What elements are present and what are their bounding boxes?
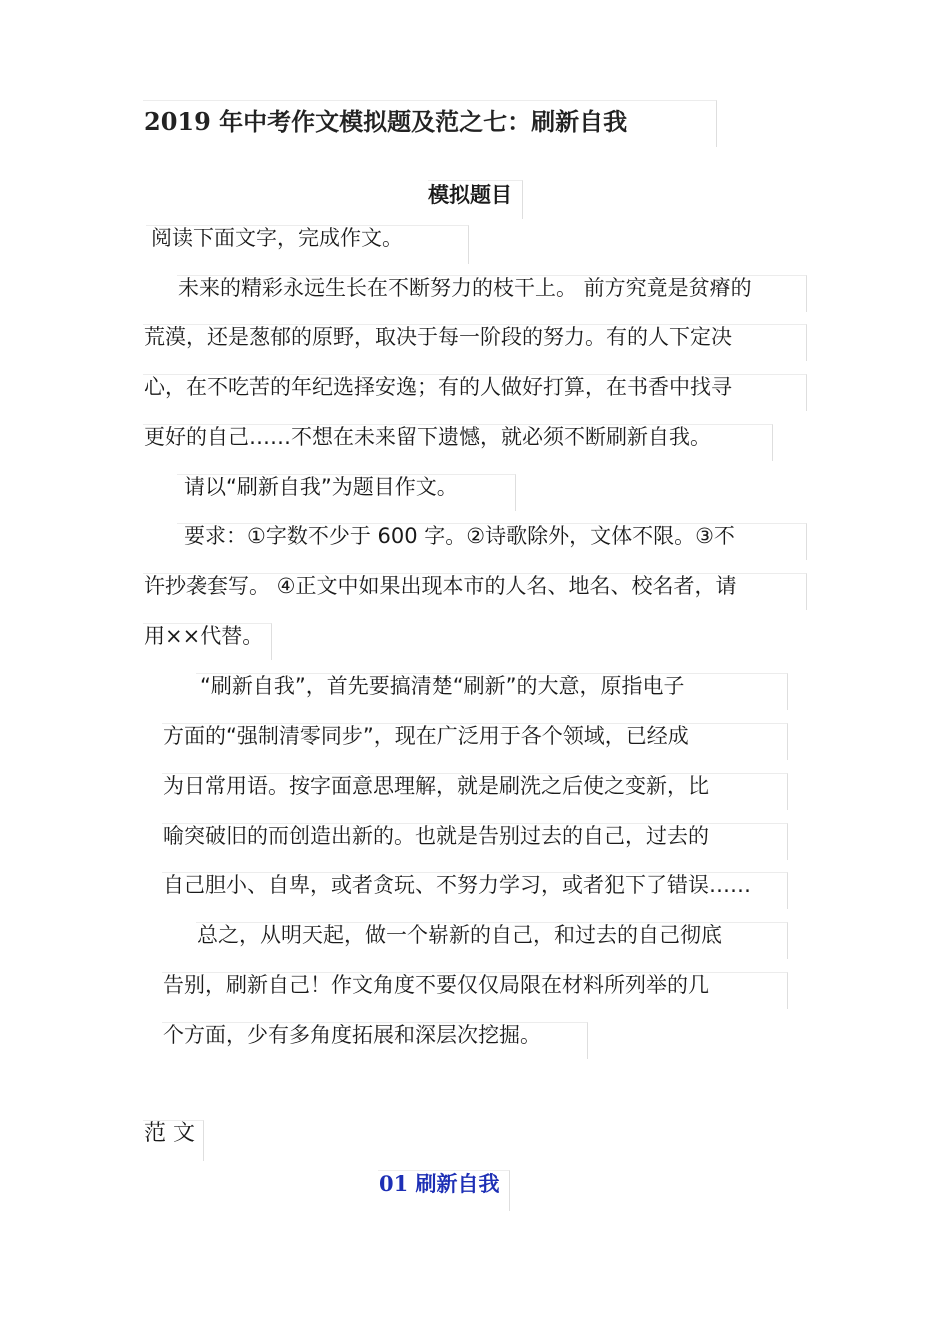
section-heading: 模拟题目: [428, 183, 512, 207]
analysis-line: 总之，从明天起，做一个崭新的自己，和过去的自己彻底: [197, 923, 722, 947]
prompt-text: 请以“刷新自我”为题目作文。: [184, 475, 458, 499]
requirements-line: 许抄袭套写。 ④正文中如果出现本市的人名、地名、校名者，请: [144, 574, 737, 598]
passage-line: 未来的精彩永远生长在不断努力的枝干上。 前方究竟是贫瘠的: [178, 276, 752, 300]
sample-label: 范 文: [144, 1121, 195, 1146]
passage-line: 更好的自己……不想在未来留下遗憾，就必须不断刷新自我。: [144, 425, 711, 449]
analysis-line: 为日常用语。按字面意思理解，就是刷洗之后使之变新，比: [163, 774, 709, 798]
page-title: 2019 年中考作文模拟题及范之七：刷新自我: [144, 107, 628, 136]
analysis-line: 喻突破旧的而创造出新的。也就是告别过去的自己，过去的: [163, 824, 709, 848]
passage-line: 心，在不吃苦的年纪选择安逸；有的人做好打算，在书香中找寻: [144, 375, 732, 399]
requirements-line: 用××代替。: [144, 624, 264, 648]
analysis-line: 告别，刷新自己！作文角度不要仅仅局限在材料所列举的几: [163, 973, 709, 997]
passage-line: 荒漠，还是葱郁的原野，取决于每一阶段的努力。有的人下定决: [144, 325, 732, 349]
requirements-line: 要求：①字数不少于 600 字。②诗歌除外，文体不限。③不: [184, 524, 735, 548]
analysis-line: 自己胆小、自卑，或者贪玩、不努力学习，或者犯下了错误……: [163, 873, 751, 897]
analysis-line: “刷新自我”，首先要搞清楚“刷新”的大意，原指电子: [200, 674, 685, 698]
analysis-line: 个方面，少有多角度拓展和深层次挖掘。: [163, 1023, 541, 1047]
sample-essay-title[interactable]: 01 刷新自我: [379, 1171, 500, 1196]
instruction-text: 阅读下面文字，完成作文。: [151, 226, 403, 250]
analysis-line: 方面的“强制清零同步”，现在广泛用于各个领域，已经成: [163, 724, 689, 748]
